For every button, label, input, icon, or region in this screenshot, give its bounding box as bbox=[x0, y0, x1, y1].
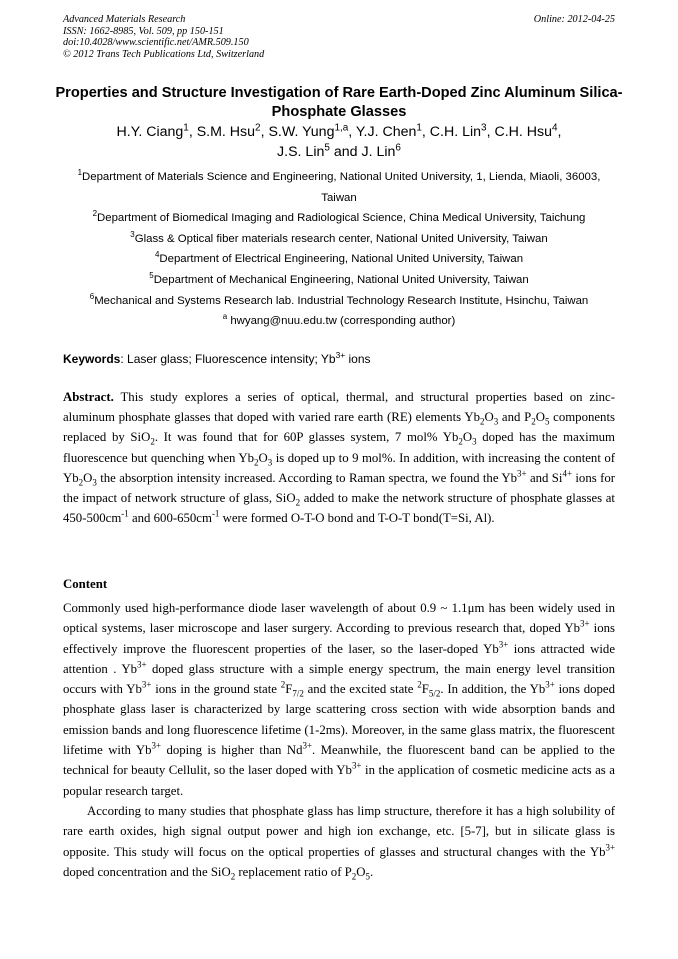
paragraph-text: replacement ratio of P bbox=[235, 864, 352, 879]
affiliation-text: Glass & Optical fiber materials research center, National United University, Taiwan bbox=[134, 232, 548, 245]
affiliation-mark: 4 bbox=[154, 250, 160, 260]
subscript: 2 bbox=[295, 497, 301, 508]
keywords-label: Keywords bbox=[63, 352, 121, 366]
content-body bbox=[63, 598, 615, 882]
section-heading: Content bbox=[63, 577, 108, 591]
paragraph-text: in the application of cosmetic medicine acts as a popular research target. bbox=[63, 763, 615, 798]
affiliation-mark: 1 bbox=[77, 168, 83, 178]
paragraph-text: F bbox=[421, 682, 429, 697]
journal-doi[interactable]: doi:10.4028/www.scientific.net/AMR.509.150 bbox=[63, 37, 249, 49]
paragraph-text: doped glass structure with a simple energy spectrum, the main energy level transition occurs with Yb bbox=[63, 661, 615, 697]
abstract-text: and 600-650cm bbox=[128, 511, 212, 526]
author: C.H. Hsu bbox=[494, 124, 553, 140]
affiliation-mark: a bbox=[222, 312, 228, 322]
abstract-label: Abstract. bbox=[63, 390, 114, 404]
keywords-text: : Laser glass; Fluorescence intensity; Yb bbox=[120, 352, 336, 366]
superscript: -1 bbox=[211, 508, 220, 519]
affiliation-mark: 6 bbox=[89, 291, 95, 301]
paragraph-text: . bbox=[369, 864, 374, 879]
paragraph-text: ions in the ground state bbox=[151, 682, 281, 697]
abstract-text: O bbox=[462, 430, 473, 445]
author: S.W. Yung bbox=[268, 124, 335, 140]
affiliation bbox=[60, 167, 618, 208]
subscript: 3 bbox=[493, 416, 499, 427]
subscript: 2 bbox=[254, 457, 259, 468]
subscript: 2 bbox=[150, 436, 155, 447]
subscript: 3 bbox=[472, 436, 477, 447]
affiliation-text: Department of Materials Science and Engineering, National United University, 1, Lienda, Miaoli, 36003, Taiwan bbox=[82, 171, 601, 204]
affiliation bbox=[60, 291, 618, 312]
abstract-text: O bbox=[484, 410, 494, 425]
author-affil-mark: 1,a bbox=[334, 122, 349, 134]
paragraph-text: F bbox=[285, 682, 293, 697]
affiliation bbox=[60, 270, 618, 291]
author-affil-mark: 2 bbox=[255, 122, 261, 134]
abstract-text: components replaced by SiO bbox=[63, 410, 615, 445]
affiliation-list bbox=[60, 167, 618, 332]
online-date: Online: 2012-04-25 bbox=[533, 14, 615, 25]
affiliation-text: Department of Mechanical Engineering, National United University, Taiwan bbox=[153, 273, 529, 286]
author: Y.J. Chen bbox=[355, 124, 417, 140]
journal-header bbox=[63, 14, 615, 60]
subscript: 3 bbox=[92, 477, 97, 488]
author-affil-mark: 5 bbox=[324, 141, 330, 153]
superscript: 4+ bbox=[562, 468, 572, 479]
superscript: -1 bbox=[121, 508, 129, 519]
subscript: 5 bbox=[544, 416, 550, 427]
paragraph-text: ions attracted wide attention . Yb bbox=[63, 641, 615, 676]
superscript: 3+ bbox=[151, 740, 162, 751]
paragraph-text: Commonly used high-performance diode laser wavelength of about 0.9 ~ 1.1μm has been widely used in optical systems, laser microscope and laser surgery. According to previous research that, doped Yb bbox=[63, 601, 615, 636]
subscript: 2 bbox=[230, 871, 236, 882]
subscript: 5 bbox=[365, 871, 370, 882]
superscript: 3+ bbox=[545, 679, 555, 690]
keywords bbox=[63, 351, 615, 367]
subscript: 7/2 bbox=[292, 688, 304, 699]
subscript: 5/2 bbox=[428, 688, 441, 699]
paragraph bbox=[63, 801, 615, 882]
keywords-tail: ions bbox=[345, 352, 371, 366]
superscript: 3+ bbox=[137, 659, 147, 670]
abstract-text: added to make the network structure of phosphate glasses at 450-500cm bbox=[63, 491, 615, 526]
affiliation-mark: 3 bbox=[130, 229, 135, 239]
superscript: 3+ bbox=[302, 740, 313, 751]
author-affil-mark: 6 bbox=[395, 141, 401, 153]
paragraph-text: . In addition, the Yb bbox=[440, 682, 546, 697]
abstract-text: ions for the impact of network structure of glass, SiO bbox=[63, 470, 615, 506]
author-and: and bbox=[333, 143, 358, 160]
author-affil-mark: 4 bbox=[552, 122, 558, 134]
superscript: 2 bbox=[280, 679, 286, 690]
paragraph-text: doped concentration and the SiO bbox=[63, 864, 231, 879]
abstract-text: This study explores a series of optical, thermal, and structural properties based on zinc-aluminum phosphate glasses that doped with varied rare earth (RE) elements Yb bbox=[63, 390, 615, 425]
author-affil-mark: 1 bbox=[183, 122, 189, 134]
abstract-text: doped has the maximum fluorescence but quenching when Yb bbox=[63, 430, 616, 465]
keywords-sup: 3+ bbox=[335, 350, 346, 360]
corresponding-email[interactable]: hwyang@nuu.edu.tw (corresponding author) bbox=[230, 315, 456, 328]
author: H.Y. Ciang bbox=[116, 124, 184, 140]
journal-copyright: © 2012 Trans Tech Publications Ltd, Switzerland bbox=[63, 48, 265, 60]
superscript: 2 bbox=[417, 679, 422, 690]
paragraph-text: According to many studies that phosphate glass has limp structure, therefore it has a high solubility of rare earth oxides, high signal output power and high ion exchange, etc. [5-7], but in silicate glass is opposite. This study will focus on the optical properties of glasses and structural changes with the Yb bbox=[63, 803, 615, 859]
superscript: 3+ bbox=[580, 619, 590, 630]
paragraph-text: and the excited state bbox=[303, 682, 418, 697]
affiliation-text: Mechanical and Systems Research lab. Industrial Technology Research Institute, Hsinchu, Taiwan bbox=[94, 294, 589, 307]
superscript: 3+ bbox=[517, 468, 527, 479]
author-list: H.Y. Ciang$^1$, S.M. Hsu$^2$, S.W. Yung$^{1,a}$, Y.J. Chen$^1$, C.H. Lin$^3$, C.H. Hsu$^4$, J.S. Lin$^5$ and J. Lin$^6$ bbox=[116, 122, 562, 160]
affiliation-mark: 2 bbox=[92, 209, 98, 219]
abstract-text: the absorption intensity increased. According to Raman spectra, we found the Yb bbox=[96, 470, 518, 485]
affiliation-text: Department of Electrical Engineering, National United University, Taiwan bbox=[159, 253, 524, 266]
abstract-text: and P bbox=[498, 410, 532, 425]
journal-name: Advanced Materials Research bbox=[63, 14, 186, 25]
subscript: 3 bbox=[267, 457, 273, 468]
affiliation bbox=[60, 229, 618, 250]
affiliation bbox=[60, 208, 618, 229]
paragraph bbox=[63, 598, 615, 801]
paragraph-text: ions effectively improve the fluorescent properties of the laser, so the laser-doped Yb bbox=[63, 621, 615, 656]
abstract-text: O bbox=[535, 410, 545, 425]
paragraph-text: . Meanwhile, the fluorescent band can be applied to the technical for beauty Cellulit, so the laser doped with Yb bbox=[63, 743, 615, 778]
paragraph-text: doping is higher than Nd bbox=[161, 743, 303, 758]
affiliation-text: Department of Biomedical Imaging and Radiological Science, China Medical University, Taichung bbox=[97, 212, 586, 225]
paper-title: Properties and Structure Investigation of Rare Earth-Doped Zinc Aluminum Silica-Phosphate Glasses bbox=[55, 85, 623, 120]
superscript: 3+ bbox=[141, 679, 152, 690]
author: J.S. Lin bbox=[277, 143, 325, 160]
paragraph-text: ions doped phosphate glass laser is characterized by large scattering cross section with wide absorption bands and emission bands and long fluorescence lifetime (1-2ms). Moreover, in the same glass matrix, the fluorescent lifetime with Yb bbox=[63, 682, 615, 758]
author: J. Lin bbox=[361, 143, 396, 160]
author-affil-mark: 1 bbox=[416, 122, 422, 134]
abstract-text: were formed O-T-O bond and T-O-T bond(T=Si, Al). bbox=[219, 511, 495, 526]
abstract-text: . It was found that for 60P glasses system, 7 mol% Yb bbox=[154, 430, 459, 445]
author: S.M. Hsu bbox=[196, 124, 256, 140]
superscript: 3+ bbox=[498, 639, 509, 650]
subscript: 2 bbox=[479, 416, 485, 427]
affiliation-mark: 5 bbox=[149, 271, 154, 281]
abstract-text: O bbox=[83, 470, 93, 485]
abstract-text: and Si bbox=[526, 470, 563, 485]
affiliation bbox=[60, 249, 618, 270]
subscript: 2 bbox=[531, 416, 536, 427]
author: C.H. Lin bbox=[429, 124, 482, 140]
abstract-text: is doped up to 9 mol%. In addition, with increasing the content of Yb bbox=[63, 450, 615, 485]
author-affil-mark: 3 bbox=[481, 122, 487, 134]
subscript: 2 bbox=[351, 871, 357, 882]
corresponding-author bbox=[60, 311, 618, 332]
subscript: 2 bbox=[78, 477, 84, 488]
abstract-text: O bbox=[258, 450, 268, 465]
journal-issn: ISSN: 1662-8985, Vol. 509, pp 150-151 bbox=[63, 25, 224, 37]
subscript: 2 bbox=[458, 436, 463, 447]
abstract bbox=[63, 387, 615, 528]
paragraph-text: O bbox=[356, 864, 366, 879]
superscript: 3+ bbox=[351, 761, 362, 772]
superscript: 3+ bbox=[605, 842, 615, 853]
